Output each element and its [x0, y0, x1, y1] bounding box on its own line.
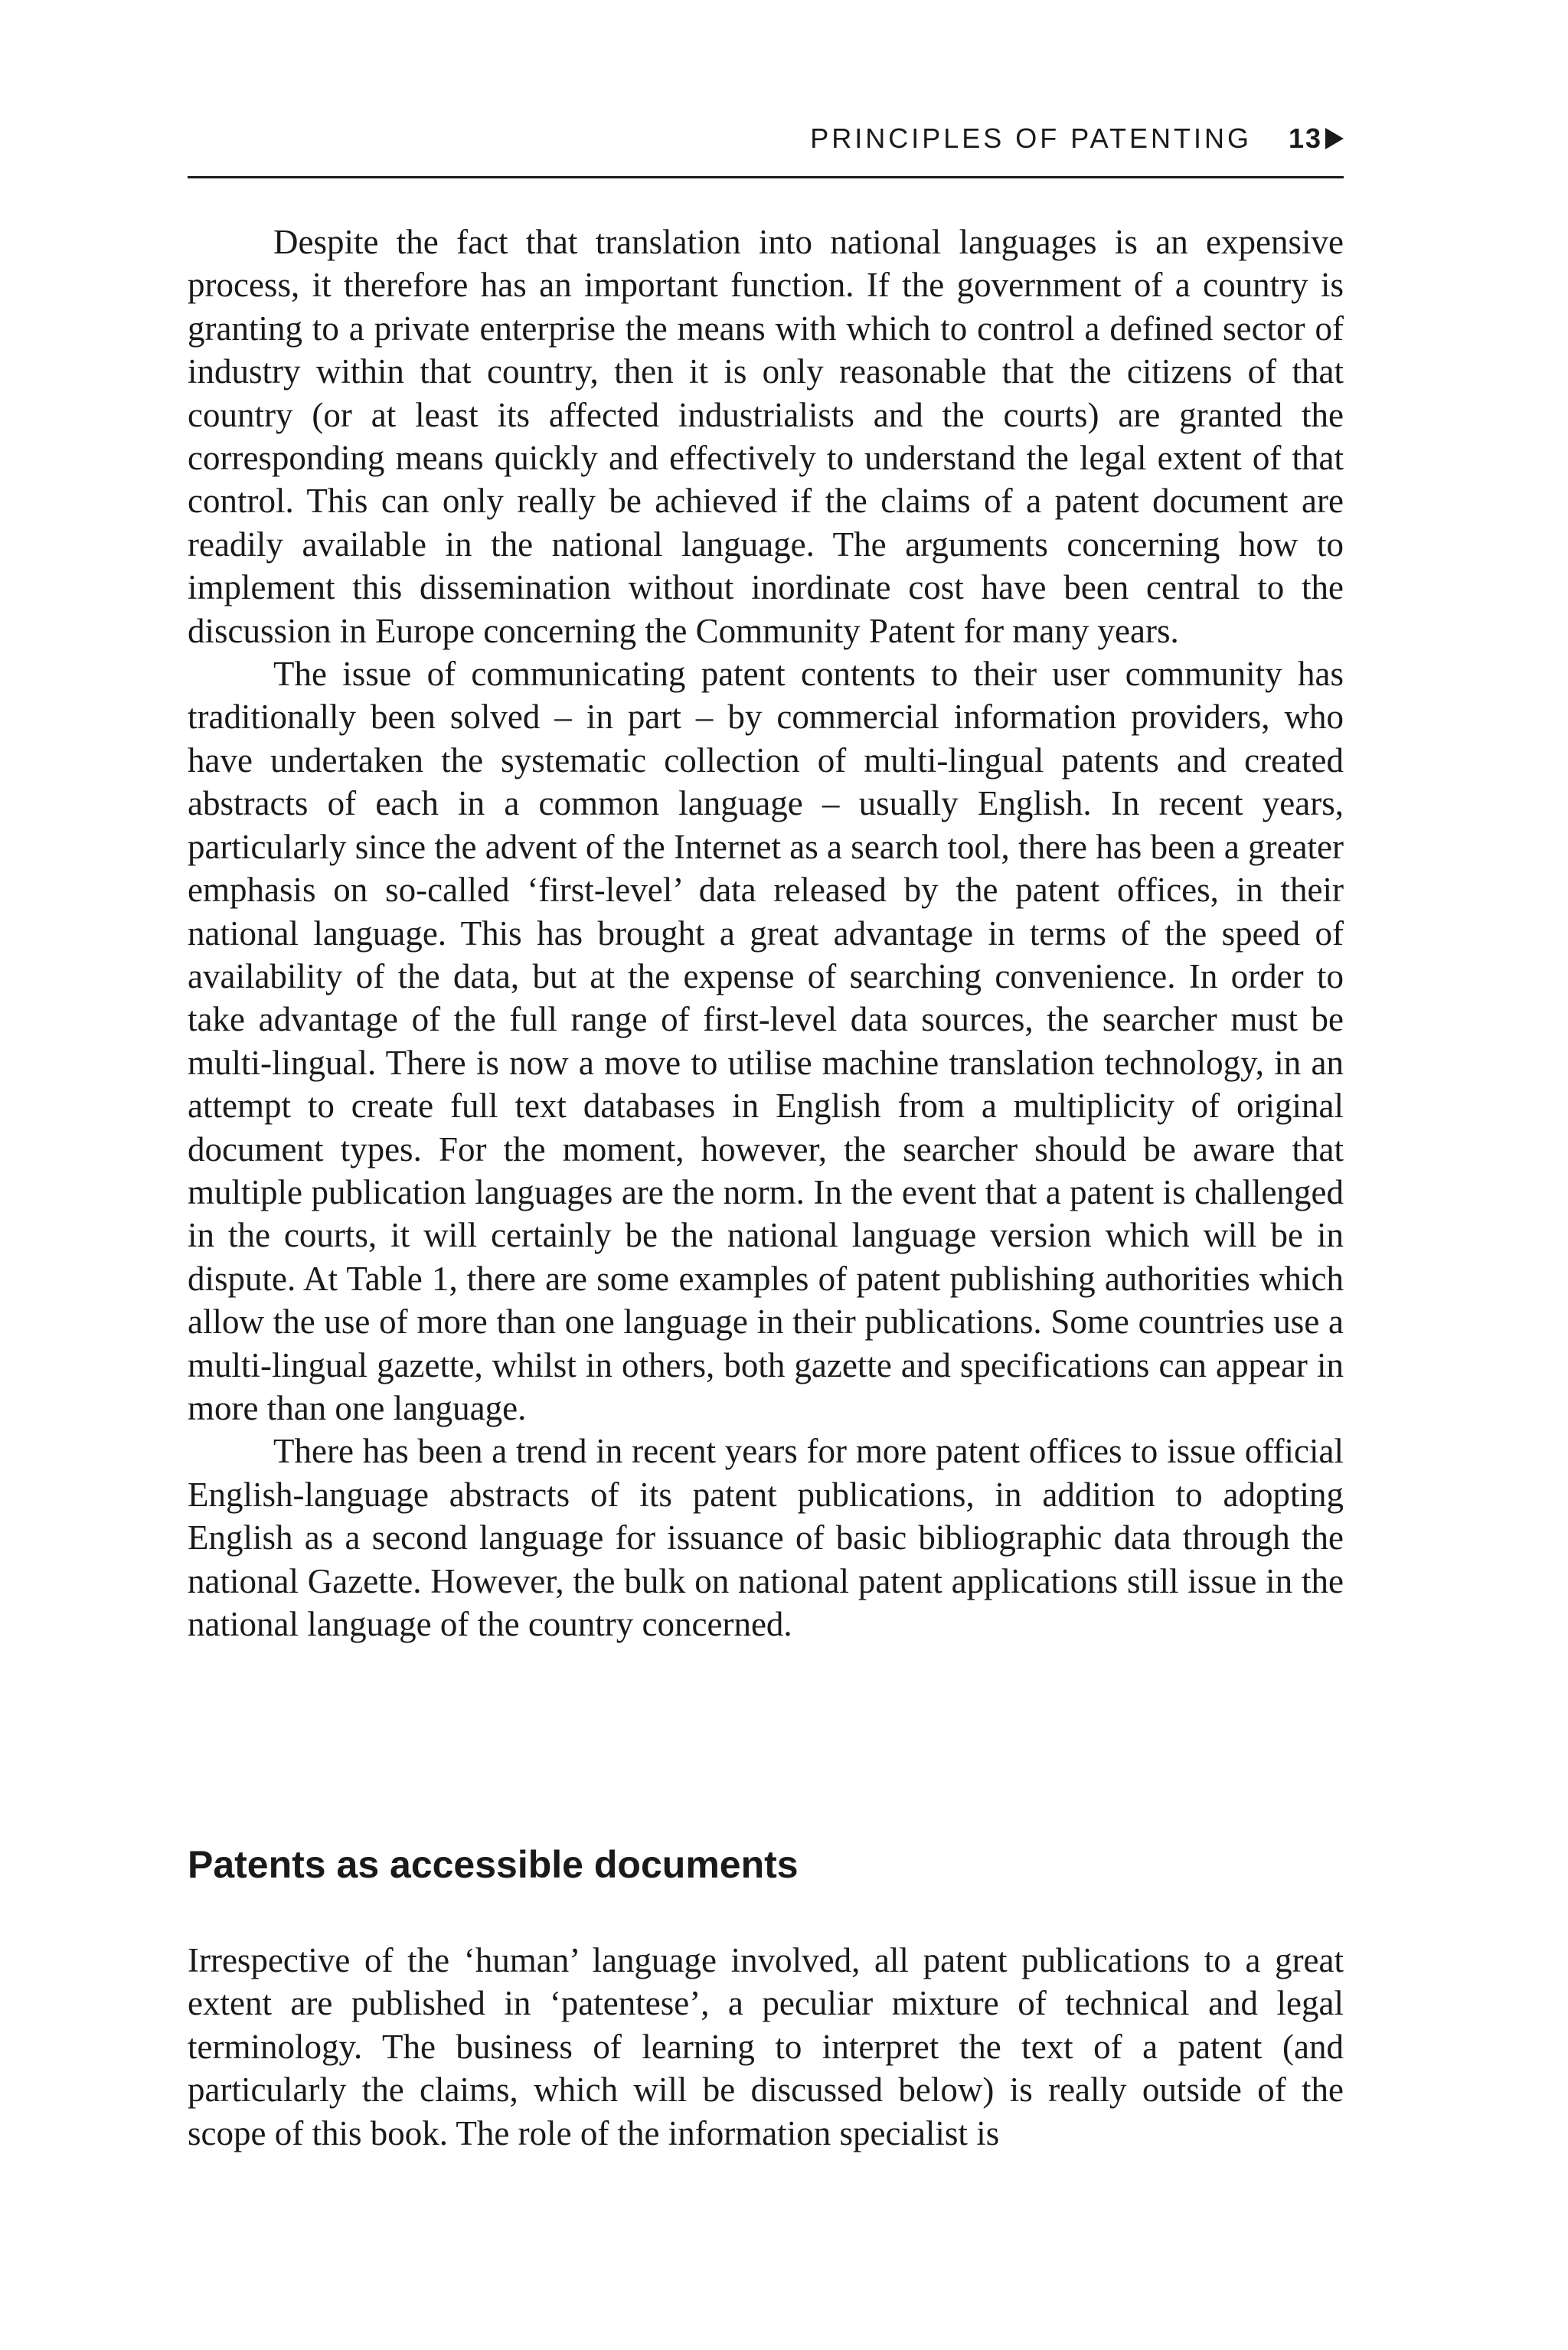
page-number: 13 [1288, 123, 1322, 154]
paragraph-translation-cost: Despite the fact that translation into national languages is an expensive process, it therefore has an important function. If the government of a country is granting to a private enterprise the means with which to control a defined sector of industry within that country, then it is only reasonable that the citizens of that country (or at least its affected industrialists and the courts) are granted the corresponding means quickly and effectively to understand the legal extent of that control. This can only really be achieved if the claims of a patent document are readily available in the national language. The arguments concerning how to implement this dissemination without inordinate cost have been central to the discussion in Europe concerning the Community Patent for many years. [188, 223, 1344, 650]
section-heading: Patents as accessible documents [188, 1843, 799, 1886]
paragraph-english-abstracts: There has been a trend in recent years for more patent offices to issue official English-language abstracts of its patent publications, in addition to adopting English as a second language for issuance of basic bibliographic data through the national Gazette. However, the bulk on national patent applications still issue in the national language of the country concerned. [188, 1432, 1344, 1643]
section-paragraph: Irrespective of the ‘human’ language involved, all patent publications to a great extent are published in ‘patentese’, a peculiar mixture of technical and legal terminology. The business of learning to interpret the text of a patent (and particularly the claims, which will be discussed below) is really outside of the scope of this book. The role of the information specialist is [188, 1941, 1344, 2152]
paragraph-communicating-contents: The issue of communicating patent contents to their user community has traditionally been solved – in part – by commercial information providers, who have undertaken the systematic collection of multi-lingual patents and created abstracts of each in a common language – usually English. In recent years, particularly since the advent of the Internet as a search tool, there has been a greater emphasis on so-called ‘first-level’ data released by the patent offices, in their national language. This has brought a great advantage in terms of the speed of availability of the data, but at the expense of searching convenience. In order to take advantage of the full range of first-level data sources, the searcher must be multi-lingual. There is now a move to utilise machine translation technology, in an attempt to create full text databases in English from a multiplicity of original document types. For the moment, however, the searcher should be aware that multiple publication languages are the norm. In the event that a patent is challenged in the courts, it will certainly be the national language version which will be in dispute. At Table 1, there are some examples of patent publishing authorities which allow the use of more than one language in their publications. Some countries use a multi-lingual gazette, whilst in others, both gazette and specifications can appear in more than one language. [188, 655, 1344, 1427]
running-title: PRINCIPLES OF PATENTING [810, 123, 1252, 154]
running-head [188, 121, 1344, 156]
right-triangle-icon [1325, 128, 1344, 149]
header-rule [188, 176, 1344, 178]
body-text [188, 221, 1344, 1646]
